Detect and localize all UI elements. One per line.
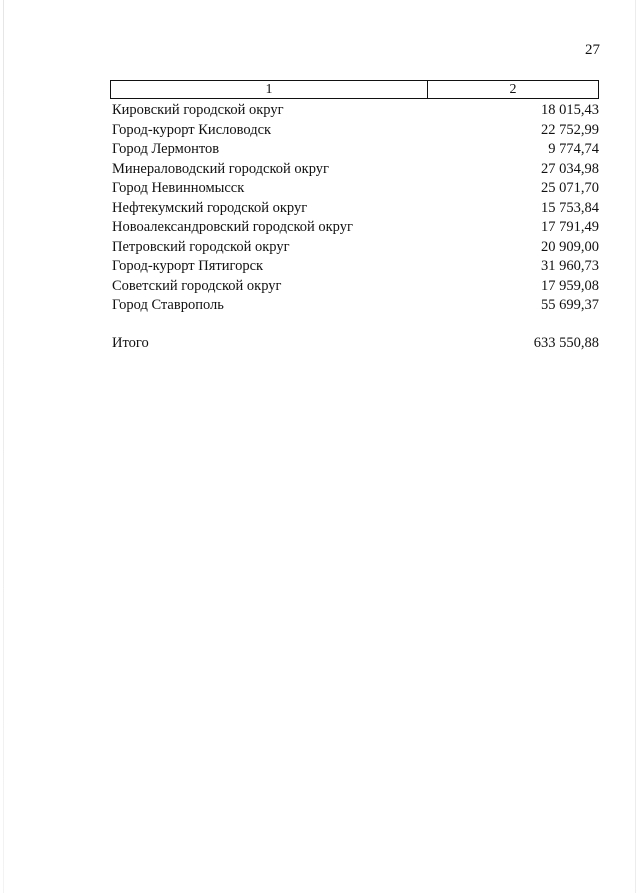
page-number: 27 <box>585 42 600 58</box>
row-name: Нефтекумский городской округ <box>112 199 308 216</box>
row-name: Город Ставрополь <box>112 297 224 313</box>
table-row <box>112 218 599 238</box>
table-row <box>112 121 599 141</box>
row-value: 17 959,08 <box>541 277 599 294</box>
header-row <box>111 81 599 99</box>
row-value: 15 753,84 <box>541 199 599 216</box>
row-value: 20 909,00 <box>541 238 599 255</box>
table-row <box>112 238 599 258</box>
scan-edge-left <box>3 0 4 893</box>
scan-edge-right <box>635 0 636 893</box>
column-header-2: 2 <box>428 81 599 99</box>
row-name: Петровский городской округ <box>112 238 290 255</box>
total-label: Итого <box>112 335 149 351</box>
row-value: 22 752,99 <box>541 121 599 138</box>
total-row <box>112 335 599 352</box>
row-name: Советский городской округ <box>112 277 282 294</box>
table-row <box>112 296 599 316</box>
table-row <box>112 160 599 180</box>
table-body <box>112 101 599 316</box>
row-name: Город-курорт Пятигорск <box>112 258 264 274</box>
row-name: Город Невинномысск <box>112 180 245 196</box>
row-name: Город-курорт Кисловодск <box>112 121 272 138</box>
row-name: Минераловодский городской округ <box>112 160 329 177</box>
column-header-1: 1 <box>111 81 428 99</box>
table-row <box>112 257 599 277</box>
row-value: 55 699,37 <box>541 297 599 313</box>
row-value: 27 034,98 <box>541 160 599 177</box>
table-row <box>112 101 599 121</box>
row-value: 18 015,43 <box>541 102 599 118</box>
row-value: 9 774,74 <box>548 141 599 157</box>
table-row <box>112 199 599 219</box>
row-name: Город Лермонтов <box>112 141 220 157</box>
table-row <box>112 179 599 199</box>
row-name: Кировский городской округ <box>112 102 284 118</box>
row-value: 31 960,73 <box>541 258 599 274</box>
total-value: 633 550,88 <box>533 335 599 351</box>
table-row <box>112 140 599 160</box>
table-header <box>110 80 599 99</box>
row-name: Новоалександровский городской округ <box>112 219 353 235</box>
table-row <box>112 277 599 297</box>
row-value: 25 071,70 <box>541 180 599 196</box>
row-value: 17 791,49 <box>541 219 599 235</box>
